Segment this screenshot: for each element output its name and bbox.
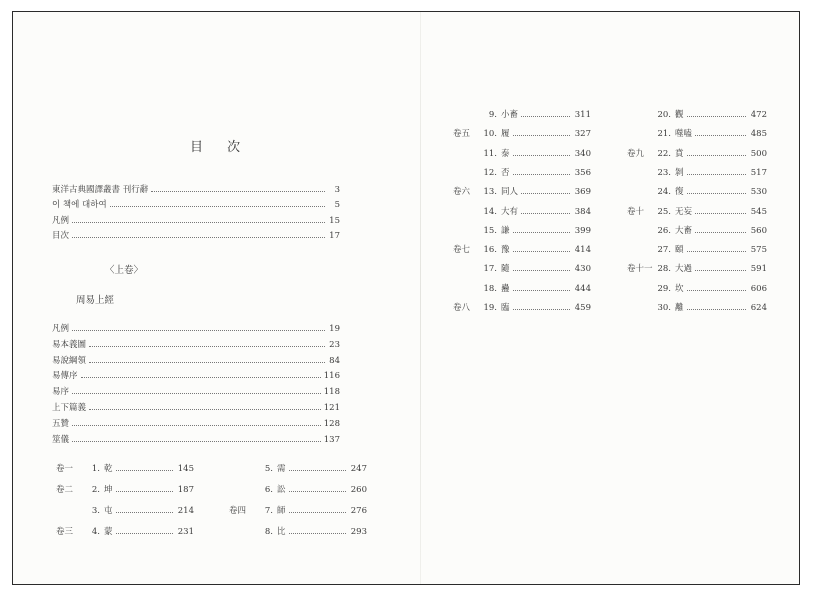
volume-marker: 卷六 bbox=[453, 187, 471, 198]
hexagram-name: 臨 bbox=[501, 303, 510, 313]
preface-row bbox=[52, 338, 340, 352]
book-spread bbox=[12, 11, 800, 585]
hexagram-page-number: 591 bbox=[750, 264, 767, 275]
hexagram-entry bbox=[229, 483, 367, 497]
leader-dots bbox=[72, 392, 321, 394]
hexagram-entry bbox=[56, 462, 194, 476]
leader-dots bbox=[116, 511, 173, 513]
hexagram-entry bbox=[627, 108, 767, 122]
hexagram-name: 豫 bbox=[501, 245, 510, 256]
hexagram-name: 履 bbox=[501, 129, 510, 140]
hexagram-name: 復 bbox=[675, 187, 684, 198]
leader-dots bbox=[289, 469, 346, 471]
hexagram-name: 坤 bbox=[104, 485, 113, 495]
front-matter-row bbox=[52, 183, 340, 197]
hexagram-number: 22. bbox=[657, 148, 671, 159]
hexagram-entry bbox=[453, 205, 591, 219]
hexagram-page-number: 231 bbox=[177, 527, 194, 537]
front-matter-row bbox=[52, 229, 340, 243]
hexagram-number: 15. bbox=[483, 225, 497, 236]
hexagram-entry bbox=[453, 127, 591, 141]
hexagram-page-number: 260 bbox=[350, 485, 367, 495]
leader-dots bbox=[695, 212, 746, 214]
hexagram-name: 師 bbox=[277, 506, 286, 516]
toc-label: 易傳序 bbox=[52, 371, 78, 382]
hexagram-number: 1. bbox=[91, 464, 100, 474]
hexagram-entry bbox=[627, 224, 767, 238]
hexagram-page-number: 356 bbox=[574, 167, 591, 178]
hexagram-entry bbox=[453, 166, 591, 180]
toc-label: 凡例 bbox=[52, 324, 70, 334]
hexagram-number: 30. bbox=[657, 303, 671, 313]
volume-marker: 卷八 bbox=[453, 303, 471, 313]
hexagram-entry bbox=[453, 282, 591, 296]
toc-label: 上下篇義 bbox=[52, 403, 87, 413]
hexagram-number: 27. bbox=[657, 245, 671, 256]
toc-label: 目次 bbox=[52, 230, 70, 241]
hexagram-page-number: 459 bbox=[574, 303, 591, 313]
hexagram-entry bbox=[229, 462, 367, 476]
leader-dots bbox=[116, 532, 173, 534]
hexagram-entry bbox=[453, 185, 591, 199]
preface-row bbox=[52, 401, 340, 415]
hexagram-page-number: 369 bbox=[574, 187, 591, 198]
hexagram-entry bbox=[627, 243, 767, 257]
hexagram-entry bbox=[627, 127, 767, 141]
hexagram-number: 14. bbox=[483, 206, 497, 217]
hexagram-entry bbox=[453, 147, 591, 161]
volume-marker: 卷二 bbox=[56, 485, 74, 495]
leader-dots bbox=[513, 250, 570, 252]
leader-dots bbox=[289, 511, 346, 513]
hexagram-page-number: 247 bbox=[350, 464, 367, 474]
hexagram-number: 3. bbox=[91, 506, 100, 516]
leader-dots bbox=[695, 134, 746, 136]
volume-marker: 卷七 bbox=[453, 245, 471, 256]
leader-dots bbox=[72, 221, 325, 223]
hexagram-number: 12. bbox=[483, 167, 497, 178]
hexagram-number: 8. bbox=[264, 527, 273, 537]
preface-row bbox=[52, 417, 340, 431]
toc-label: 이 책에 대하여 bbox=[52, 200, 107, 211]
leader-dots bbox=[687, 308, 746, 310]
hexagram-number: 4. bbox=[91, 527, 100, 537]
preface-row bbox=[52, 369, 340, 383]
hexagram-number: 18. bbox=[483, 283, 497, 294]
hexagram-entry bbox=[229, 504, 367, 518]
hexagram-name: 无妄 bbox=[675, 206, 693, 217]
toc-label: 易序 bbox=[52, 387, 70, 398]
preface-row bbox=[52, 322, 340, 336]
hexagram-name: 蠱 bbox=[501, 283, 510, 294]
hexagram-number: 6. bbox=[264, 485, 273, 495]
hexagram-page-number: 624 bbox=[750, 303, 767, 313]
hexagram-name: 屯 bbox=[104, 506, 113, 516]
hexagram-page-number: 517 bbox=[750, 167, 767, 178]
volume-label: 〈上卷〉 bbox=[105, 265, 144, 276]
toc-page-number: 118 bbox=[323, 387, 340, 398]
hexagram-page-number: 560 bbox=[750, 225, 767, 236]
hexagram-entry bbox=[453, 224, 591, 238]
leader-dots bbox=[687, 289, 746, 291]
toc-label: 易本義圖 bbox=[52, 339, 87, 350]
hexagram-number: 19. bbox=[483, 303, 497, 313]
preface-row bbox=[52, 385, 340, 399]
hexagram-name: 泰 bbox=[501, 148, 510, 159]
hexagram-page-number: 311 bbox=[574, 110, 591, 120]
hexagram-name: 離 bbox=[675, 303, 684, 313]
hexagram-number: 9. bbox=[488, 110, 497, 120]
hexagram-name: 大過 bbox=[675, 264, 693, 275]
leader-dots bbox=[521, 192, 570, 194]
hexagram-page-number: 606 bbox=[750, 283, 767, 294]
preface-row bbox=[52, 354, 340, 368]
hexagram-entry bbox=[627, 282, 767, 296]
toc-page-number: 23 bbox=[329, 339, 340, 350]
hexagram-number: 26. bbox=[657, 225, 671, 236]
toc-label: 五贊 bbox=[52, 418, 70, 429]
preface-row bbox=[52, 433, 340, 447]
toc-page-number: 84 bbox=[329, 355, 340, 366]
hexagram-name: 需 bbox=[277, 464, 286, 474]
toc-page-number: 121 bbox=[323, 403, 340, 413]
hexagram-page-number: 444 bbox=[574, 283, 591, 294]
leader-dots bbox=[89, 345, 325, 347]
volume-marker: 卷十 bbox=[627, 206, 645, 217]
hexagram-number: 10. bbox=[483, 129, 497, 140]
hexagram-entry bbox=[627, 166, 767, 180]
volume-marker: 卷一 bbox=[56, 464, 74, 474]
leader-dots bbox=[289, 490, 346, 492]
hexagram-entry bbox=[453, 243, 591, 257]
leader-dots bbox=[695, 231, 746, 233]
hexagram-entry bbox=[453, 301, 591, 315]
leader-dots bbox=[695, 269, 746, 271]
hexagram-name: 坎 bbox=[675, 283, 684, 294]
toc-page-number: 5 bbox=[334, 200, 340, 211]
hexagram-name: 剝 bbox=[675, 167, 684, 178]
hexagram-name: 大有 bbox=[501, 206, 519, 217]
hexagram-page-number: 187 bbox=[177, 485, 194, 495]
hexagram-name: 否 bbox=[501, 167, 510, 178]
hexagram-name: 同人 bbox=[501, 187, 519, 198]
volume-marker: 卷九 bbox=[627, 148, 645, 159]
leader-dots bbox=[89, 361, 325, 363]
hexagram-number: 20. bbox=[657, 110, 671, 120]
leader-dots bbox=[72, 424, 321, 426]
leader-dots bbox=[116, 469, 173, 471]
front-matter-row bbox=[52, 214, 340, 228]
hexagram-entry bbox=[627, 147, 767, 161]
toc-label: 筮儀 bbox=[52, 434, 70, 445]
toc-page-number: 19 bbox=[329, 324, 340, 334]
hexagram-number: 17. bbox=[483, 264, 497, 275]
book-label: 周易上經 bbox=[76, 295, 115, 306]
volume-marker: 卷五 bbox=[453, 129, 471, 140]
hexagram-name: 訟 bbox=[277, 485, 286, 495]
leader-dots bbox=[72, 236, 325, 238]
leader-dots bbox=[72, 440, 321, 442]
toc-page-number: 17 bbox=[329, 230, 340, 241]
hexagram-name: 大畜 bbox=[675, 225, 693, 236]
hexagram-number: 25. bbox=[657, 206, 671, 217]
hexagram-number: 11. bbox=[483, 148, 497, 159]
hexagram-entry bbox=[453, 108, 591, 122]
volume-marker: 卷四 bbox=[229, 506, 247, 516]
hexagram-number: 24. bbox=[657, 187, 671, 198]
hexagram-page-number: 340 bbox=[574, 148, 591, 159]
leader-dots bbox=[289, 532, 346, 534]
hexagram-name: 賁 bbox=[675, 148, 684, 159]
toc-page-number: 15 bbox=[329, 215, 340, 226]
leader-dots bbox=[151, 190, 325, 192]
hexagram-page-number: 530 bbox=[750, 187, 767, 198]
hexagram-number: 13. bbox=[483, 187, 497, 198]
hexagram-number: 2. bbox=[91, 485, 100, 495]
volume-marker: 卷十一 bbox=[627, 264, 653, 275]
hexagram-number: 29. bbox=[657, 283, 671, 294]
hexagram-entry bbox=[627, 185, 767, 199]
hexagram-page-number: 545 bbox=[750, 206, 767, 217]
hexagram-name: 噬嗑 bbox=[675, 129, 693, 140]
hexagram-number: 16. bbox=[483, 245, 497, 256]
leader-dots bbox=[521, 212, 570, 214]
hexagram-name: 蒙 bbox=[104, 527, 113, 537]
hexagram-entry bbox=[627, 262, 767, 276]
leader-dots bbox=[513, 308, 570, 310]
hexagram-page-number: 430 bbox=[574, 264, 591, 275]
hexagram-page-number: 276 bbox=[350, 506, 367, 516]
hexagram-page-number: 472 bbox=[750, 110, 767, 120]
hexagram-page-number: 293 bbox=[350, 527, 367, 537]
leader-dots bbox=[72, 329, 325, 331]
hexagram-number: 28. bbox=[657, 264, 671, 275]
leader-dots bbox=[513, 269, 570, 271]
hexagram-page-number: 575 bbox=[750, 245, 767, 256]
hexagram-entry bbox=[56, 525, 194, 539]
hexagram-name: 比 bbox=[277, 527, 286, 537]
hexagram-entry bbox=[627, 301, 767, 315]
hexagram-entry bbox=[627, 205, 767, 219]
hexagram-entry bbox=[453, 262, 591, 276]
hexagram-page-number: 327 bbox=[574, 129, 591, 140]
hexagram-page-number: 384 bbox=[574, 206, 591, 217]
hexagram-name: 謙 bbox=[501, 225, 510, 236]
hexagram-name: 乾 bbox=[104, 464, 113, 474]
leader-dots bbox=[687, 115, 746, 117]
leader-dots bbox=[687, 192, 746, 194]
hexagram-name: 頤 bbox=[675, 245, 684, 256]
leader-dots bbox=[513, 154, 570, 156]
volume-marker: 卷三 bbox=[56, 527, 74, 537]
leader-dots bbox=[89, 408, 321, 410]
hexagram-entry bbox=[229, 525, 367, 539]
hexagram-page-number: 414 bbox=[574, 245, 591, 256]
leader-dots bbox=[687, 173, 746, 175]
page-title: 目 次 bbox=[190, 140, 251, 155]
toc-page-number: 128 bbox=[323, 418, 340, 429]
hexagram-entry bbox=[56, 483, 194, 497]
front-matter-row bbox=[52, 198, 340, 212]
hexagram-page-number: 399 bbox=[574, 225, 591, 236]
hexagram-entry bbox=[56, 504, 194, 518]
hexagram-number: 5. bbox=[264, 464, 273, 474]
toc-page-number: 116 bbox=[323, 371, 340, 382]
page-spine bbox=[420, 12, 421, 584]
leader-dots bbox=[687, 154, 746, 156]
toc-page-number: 3 bbox=[334, 185, 340, 195]
leader-dots bbox=[513, 289, 570, 291]
hexagram-name: 觀 bbox=[675, 110, 684, 120]
hexagram-page-number: 214 bbox=[177, 506, 194, 516]
leader-dots bbox=[81, 376, 321, 378]
toc-label: 東洋古典國譯叢書 刊行辭 bbox=[52, 185, 149, 195]
hexagram-page-number: 500 bbox=[750, 148, 767, 159]
leader-dots bbox=[110, 205, 325, 207]
toc-label: 易說綱領 bbox=[52, 355, 87, 366]
leader-dots bbox=[521, 115, 570, 117]
leader-dots bbox=[116, 490, 173, 492]
leader-dots bbox=[687, 250, 746, 252]
hexagram-name: 小畜 bbox=[501, 110, 519, 120]
toc-page-number: 137 bbox=[323, 434, 340, 445]
hexagram-page-number: 145 bbox=[177, 464, 194, 474]
hexagram-number: 7. bbox=[264, 506, 273, 516]
hexagram-number: 23. bbox=[657, 167, 671, 178]
hexagram-name: 隨 bbox=[501, 264, 510, 275]
leader-dots bbox=[513, 173, 570, 175]
toc-label: 凡例 bbox=[52, 215, 70, 226]
leader-dots bbox=[513, 231, 570, 233]
leader-dots bbox=[513, 134, 570, 136]
hexagram-page-number: 485 bbox=[750, 129, 767, 140]
hexagram-number: 21. bbox=[657, 129, 671, 140]
